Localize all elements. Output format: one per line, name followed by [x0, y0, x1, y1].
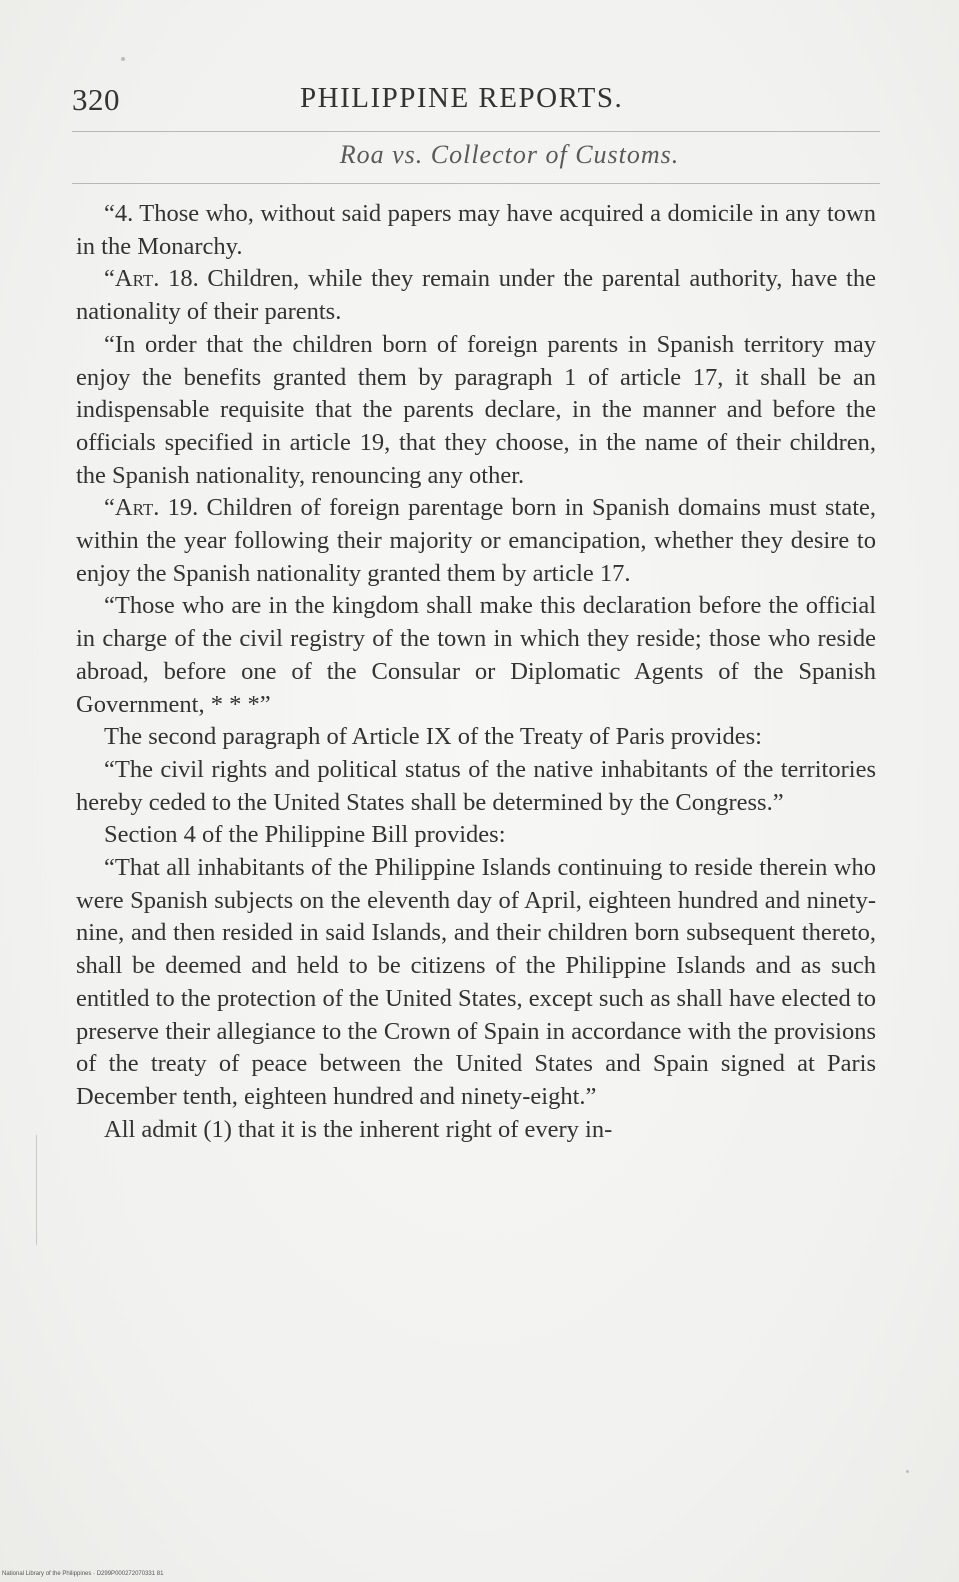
paragraph: “In order that the children born of foreign parents in Spanish territory may enjoy the benefits granted them by paragraph 1 of article 17, it shall be an indispensable requisite that the parents declare, in the manner and before the officials specified in article 19, that they choose, in the name of their children, the Spanish nationality, renouncing any other. — [76, 330, 876, 489]
scan-footer-id: National Library of the Philippines · D299P000272070331 81 — [2, 1571, 164, 1577]
paragraph — [76, 492, 876, 590]
paragraph — [76, 263, 876, 328]
body-text — [76, 198, 876, 1146]
article-lead: “Art. — [104, 265, 160, 293]
paper-speck — [121, 57, 125, 61]
paragraph: “Those who are in the kingdom shall make this declaration before the official in charge of the civil registry of the town in which they reside; those who reside abroad, before one of the Consular or Diplomatic Agents of the Spanish Government, * * *” — [76, 592, 876, 718]
paragraph: “That all inhabitants of the Philippine Islands continuing to reside therein who were Spanish subjects on the eleventh day of April, eighteen hundred and ninety-nine, and then resided in said Islands, and their children born subsequent thereto, shall be deemed and held to be citizens of the Philippine Islands and as such entitled to the protection of the United States, except such as shall have elected to preserve their allegiance to the Crown of Spain in accordance with the provisions of the treaty of peace between the United States and Spain signed at Paris December tenth, eighteen hundred and ninety-eight.” — [76, 854, 876, 1110]
running-title: PHILIPPINE REPORTS. — [300, 82, 624, 114]
case-title-rule — [72, 183, 880, 184]
paragraph: All admit (1) that it is the inherent right of every in- — [104, 1115, 613, 1143]
page-header — [72, 82, 882, 128]
page-number: 320 — [72, 82, 120, 117]
paragraph: “4. Those who, without said papers may have acquired a domicile in any town in the Monarchy. — [76, 200, 876, 260]
paper-speck — [906, 1470, 909, 1473]
paragraph: “The civil rights and political status of the native inhabitants of the territories hereby ceded to the United States shall be determined by the Congress.” — [76, 755, 876, 816]
header-rule — [72, 131, 880, 132]
article-lead: “Art. — [104, 494, 160, 522]
case-title: Roa vs. Collector of Customs. — [339, 140, 680, 169]
paragraph: The second paragraph of Article IX of the Treaty of Paris provides: — [104, 723, 762, 751]
paragraph: Section 4 of the Philippine Bill provides: — [104, 821, 506, 849]
paragraph-text: 18. Children, while they remain under the parental authority, have the nationality of their parents. — [76, 265, 876, 326]
paragraph-text: 19. Children of foreign parentage born in Spanish domains must state, within the year following their majority or emancipation, whether they desire to enjoy the Spanish nationality granted them by article 17. — [76, 494, 876, 587]
margin-mark — [36, 1135, 37, 1245]
